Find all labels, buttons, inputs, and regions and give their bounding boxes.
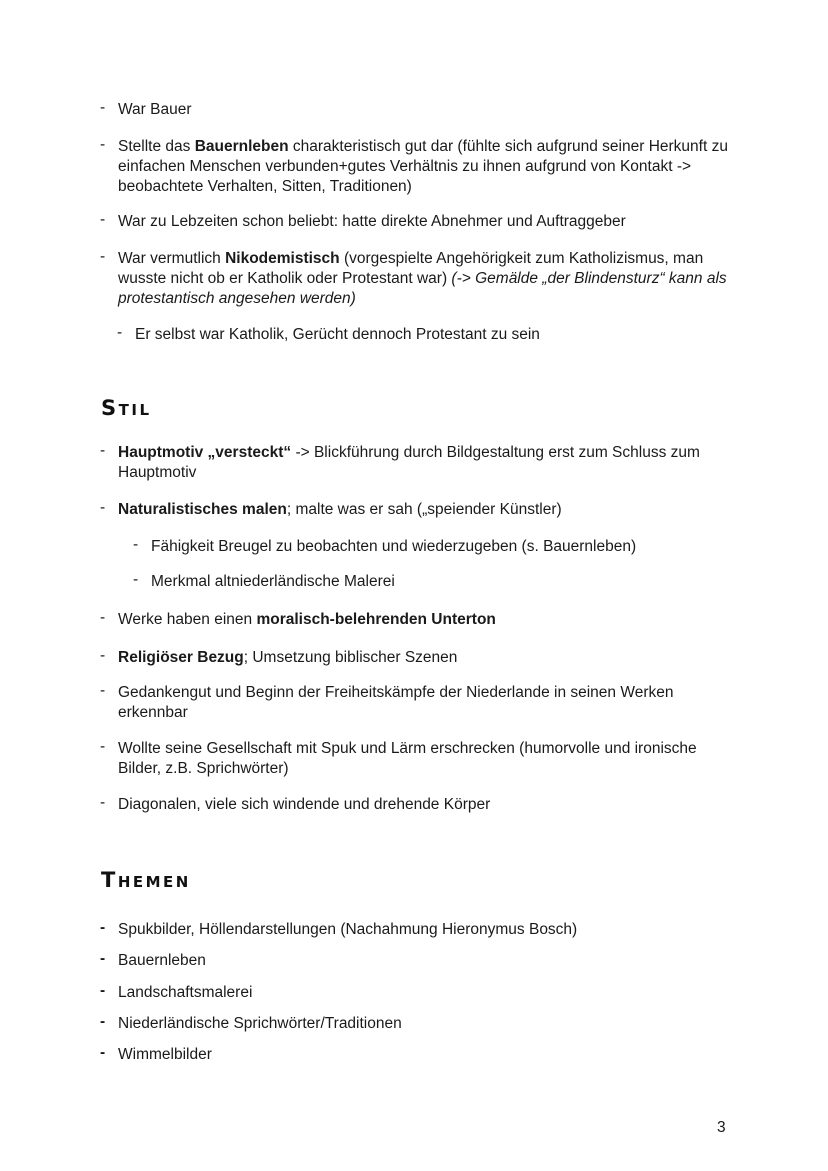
bullet-dash-icon: - — [100, 919, 106, 936]
text-segment: ; Umsetzung biblischer Szenen — [243, 649, 458, 666]
bullet-dash-icon: - — [100, 647, 106, 664]
text-segment: Spukbilder, Höllendarstellungen (Nachahmung Hieronymus Bosch) — [118, 921, 578, 938]
bold-text: Naturalistisches malen — [118, 501, 287, 518]
text-segment: ; malte was er sah („speiender Künstler) — [286, 501, 562, 518]
list-item — [100, 500, 740, 520]
bullet-dash-icon: - — [100, 499, 106, 516]
bold-text: moralisch-belehrenden Unterton — [256, 611, 496, 628]
bullet-dash-icon: - — [100, 99, 106, 116]
list-item — [100, 648, 740, 668]
bullet-dash-icon: - — [133, 536, 139, 553]
list-item-text — [118, 100, 740, 120]
sub-list-item — [133, 537, 773, 557]
bullet-dash-icon: - — [100, 950, 106, 967]
text-segment: Er selbst war Katholik, Gerücht dennoch Protestant zu sein — [135, 326, 540, 343]
text-segment: Werke haben einen — [118, 611, 257, 628]
list-item-text — [118, 920, 740, 940]
list-item-text — [118, 137, 740, 197]
list-item-text — [118, 648, 740, 668]
text-segment: War vermutlich — [118, 250, 226, 267]
list-item — [100, 983, 740, 1003]
bold-text: Nikodemistisch — [225, 250, 340, 267]
bullet-dash-icon: - — [117, 324, 123, 341]
list-item — [100, 920, 740, 940]
bullet-dash-icon: - — [100, 682, 106, 699]
list-item-text — [118, 1014, 740, 1034]
bullet-dash-icon: - — [100, 1044, 106, 1061]
list-item — [100, 100, 740, 120]
list-item-text — [118, 983, 740, 1003]
text-segment: War zu Lebzeiten schon beliebt: hatte direkte Abnehmer und Auftraggeber — [118, 213, 626, 230]
bullet-dash-icon: - — [100, 609, 106, 626]
list-item-text — [151, 572, 773, 592]
text-segment: Diagonalen, viele sich windende und drehende Körper — [118, 796, 491, 813]
list-item — [100, 1045, 740, 1065]
section-heading-themen: Themen — [101, 868, 191, 892]
list-item — [100, 1014, 740, 1034]
bullet-dash-icon: - — [100, 794, 106, 811]
page-number: 3 — [717, 1119, 726, 1136]
list-item — [100, 683, 740, 723]
list-item — [100, 739, 740, 779]
text-segment: Wimmelbilder — [118, 1046, 212, 1063]
list-item-text — [118, 739, 740, 779]
bullet-dash-icon: - — [100, 248, 106, 265]
list-item — [100, 249, 740, 309]
bullet-dash-icon: - — [100, 1013, 106, 1030]
list-item — [100, 212, 740, 232]
list-item-text — [135, 325, 757, 345]
bold-text: Bauernleben — [194, 138, 289, 155]
bullet-dash-icon: - — [100, 738, 106, 755]
section-heading-stil: Stil — [101, 396, 152, 420]
bold-text: Hauptmotiv „versteckt“ — [118, 444, 292, 461]
list-item — [100, 795, 740, 815]
list-item-text — [151, 537, 773, 557]
text-segment: Gedankengut und Beginn der Freiheitskämpfe der Niederlande in seinen Werken erkennbar — [118, 684, 674, 721]
list-item-text — [118, 951, 740, 971]
text-segment: Stellte das — [118, 138, 195, 155]
italic-text: (-> Gemälde „der Blindensturz“ kann als protestantisch angesehen werden) — [118, 270, 727, 307]
bold-text: Religiöser Bezug — [118, 649, 244, 666]
text-segment: Wollte seine Gesellschaft mit Spuk und Lärm erschrecken (humorvolle und ironische Bilder, z.B. Sprichwörter) — [118, 740, 697, 777]
text-segment: War Bauer — [118, 101, 192, 118]
bullet-dash-icon: - — [100, 211, 106, 228]
list-item-text — [118, 500, 740, 520]
sub-list-item — [133, 572, 773, 592]
text-segment: Landschaftsmalerei — [118, 984, 253, 1001]
text-segment: (vorgespielte Angehörigkeit zum Katholizismus, man wusste nicht ob er Katholik oder Protestant war) — [118, 250, 704, 287]
list-item-text — [118, 610, 740, 630]
list-item-text — [118, 683, 740, 723]
text-segment: Fähigkeit Breugel zu beobachten und wiederzugeben (s. Bauernleben) — [151, 538, 637, 555]
bullet-dash-icon: - — [100, 442, 106, 459]
list-item — [100, 951, 740, 971]
text-segment: Niederländische Sprichwörter/Traditionen — [118, 1015, 402, 1032]
list-item-text — [118, 795, 740, 815]
list-item-text — [118, 249, 740, 309]
bullet-dash-icon: - — [133, 571, 139, 588]
text-segment: -> Blickführung durch Bildgestaltung erst zum Schluss zum Hauptmotiv — [118, 444, 700, 481]
list-item-text — [118, 1045, 740, 1065]
text-segment: Bauernleben — [118, 952, 206, 969]
text-segment: charakteristisch gut dar (fühlte sich aufgrund seiner Herkunft zu einfachen Menschen verbunden+gutes Verhältnis zu ihnen aufgrund von Kontakt -> beobachtete Verhalten, Sitten, Traditionen) — [118, 138, 728, 195]
list-item — [100, 443, 740, 483]
list-item — [100, 610, 740, 630]
list-item-text — [118, 212, 740, 232]
bullet-dash-icon: - — [100, 982, 106, 999]
text-segment: Merkmal altniederländische Malerei — [151, 573, 395, 590]
list-item-text — [118, 443, 740, 483]
sub-list-item — [117, 325, 757, 345]
bullet-dash-icon: - — [100, 136, 106, 153]
list-item — [100, 137, 740, 197]
